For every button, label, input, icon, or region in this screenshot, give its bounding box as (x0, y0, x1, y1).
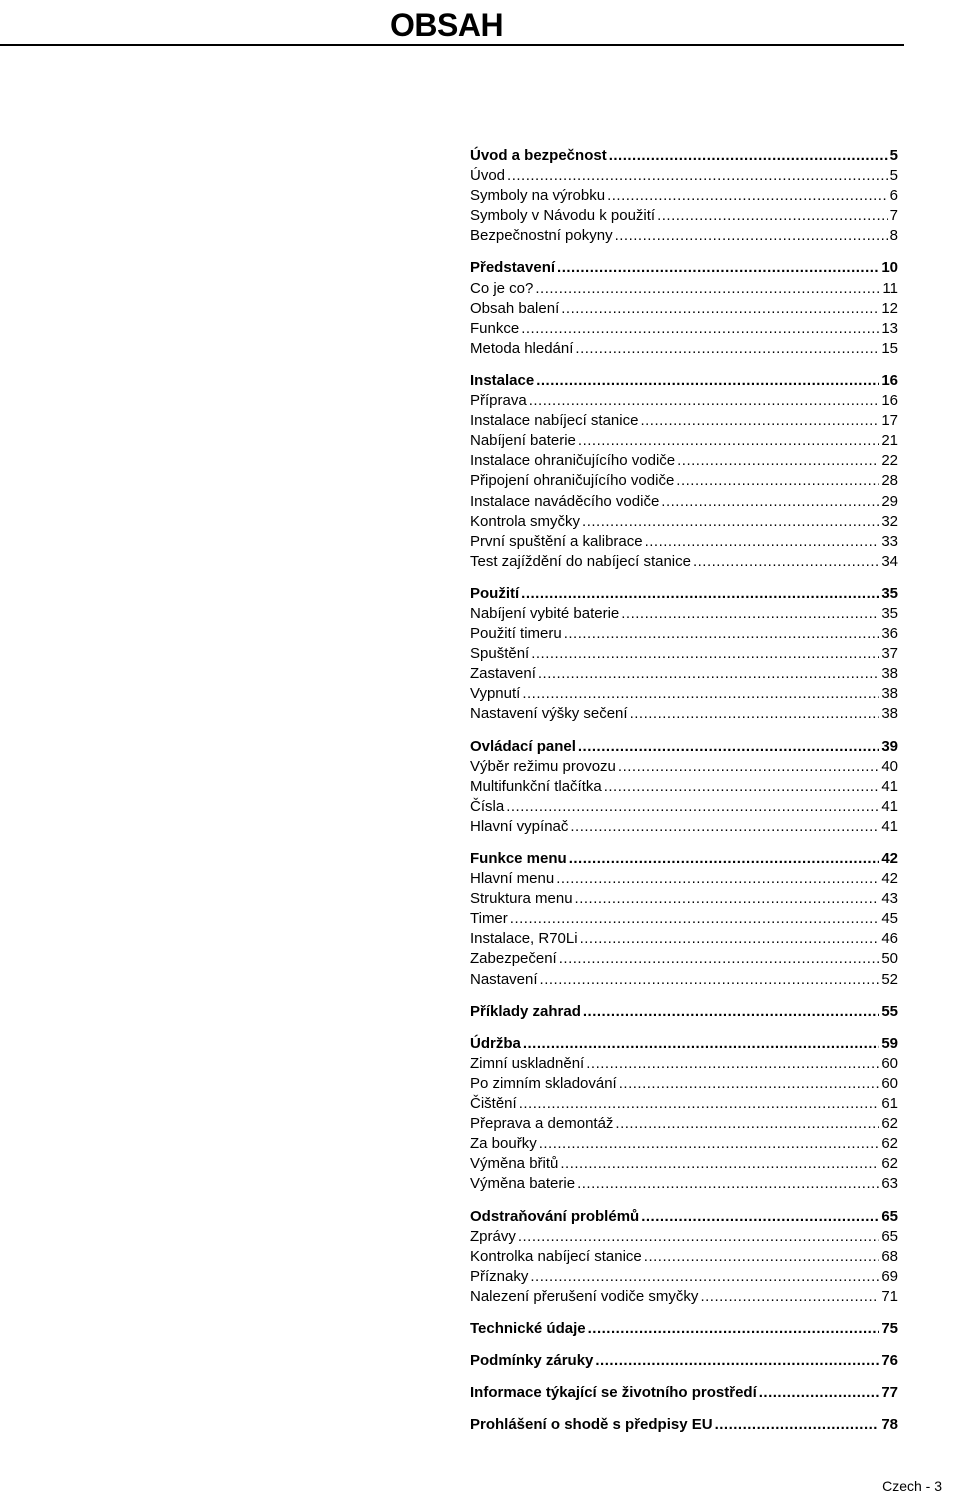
toc-entry[interactable] (470, 299, 898, 319)
toc-entry-page: 69 (881, 1267, 898, 1285)
toc-entry-label: Připojení ohraničujícího vodiče (470, 472, 675, 490)
toc-entry-label: Instalace (470, 371, 535, 389)
toc-entry-page: 40 (881, 757, 898, 775)
toc-entry-label: Úvod a bezpečnost (470, 147, 607, 164)
toc-leader-dots (582, 512, 879, 532)
toc-leader-dots (560, 1154, 879, 1174)
toc-entry-label: Prohlášení o shodě s předpisy EU (470, 1416, 713, 1434)
toc-leader-dots (569, 849, 880, 869)
toc-entry-label: Nabíjení baterie (470, 432, 576, 450)
toc-entry[interactable] (470, 226, 898, 246)
toc-entry[interactable] (470, 777, 898, 797)
toc-entry-page: 38 (881, 665, 898, 683)
toc-entry-label: Test zajíždění do nabíjecí stanice (470, 552, 691, 570)
page-title: OBSAH (390, 7, 504, 43)
toc-leader-dots (536, 371, 879, 391)
toc-entry-label: Vypnutí (470, 685, 521, 703)
toc-entry-label: Instalace nabíjecí stanice (470, 412, 639, 430)
toc-entry[interactable] (470, 970, 898, 990)
toc-entry[interactable] (470, 166, 898, 186)
toc-entry-label: Čištění (470, 1095, 517, 1113)
toc-entry-label: Obsah balení (470, 299, 560, 317)
toc-entry-label: Spuštění (470, 645, 530, 663)
toc-entry-page: 46 (881, 930, 898, 948)
toc-entry-label: Nastavení výšky sečení (470, 705, 628, 723)
toc-entry-page: 13 (881, 319, 898, 337)
toc-section (470, 371, 898, 572)
toc-entry-page: 75 (881, 1319, 898, 1337)
toc-leader-dots (619, 1074, 880, 1094)
toc-leader-dots (557, 258, 879, 278)
toc-leader-dots (531, 644, 879, 664)
toc-leader-dots (522, 684, 879, 704)
toc-entry-page: 62 (881, 1115, 898, 1133)
toc-entry-page: 5 (889, 147, 898, 164)
toc-entry-label: Čísla (470, 797, 505, 815)
toc-entry[interactable] (470, 757, 898, 777)
title-rule (0, 44, 904, 46)
toc-leader-dots (578, 737, 879, 757)
toc-entry-page: 63 (881, 1175, 898, 1193)
toc-leader-dots (564, 624, 880, 644)
toc-entry-label: Funkce (470, 319, 520, 337)
toc-entry-label: Zastavení (470, 665, 536, 683)
toc-entry-label: Bezpečnostní pokyny (470, 227, 613, 245)
toc-entry-page: 33 (881, 532, 898, 550)
toc-entry-page: 8 (889, 227, 898, 245)
toc-chapter-entry[interactable] (470, 737, 898, 757)
toc-entry-label: Nalezení přerušení vodiče smyčky (470, 1287, 699, 1305)
toc-chapter-entry[interactable] (470, 1034, 898, 1054)
toc-leader-dots (506, 797, 879, 817)
toc-entry-page: 65 (881, 1207, 898, 1225)
toc-entry-label: Instalace naváděcího vodiče (470, 492, 660, 510)
toc-leader-dots (575, 339, 879, 359)
toc-leader-dots (661, 492, 879, 512)
toc-entry-label: Příznaky (470, 1267, 529, 1285)
toc-chapter-entry[interactable] (470, 371, 898, 391)
toc-entry-page: 50 (881, 950, 898, 968)
toc-section (470, 1383, 898, 1403)
toc-entry[interactable] (470, 339, 898, 359)
toc-chapter-entry[interactable] (470, 849, 898, 869)
toc-entry[interactable] (470, 411, 898, 431)
toc-leader-dots (577, 1174, 879, 1194)
toc-chapter-entry[interactable] (470, 584, 898, 604)
toc-leader-dots (529, 391, 880, 411)
toc-leader-dots (583, 1002, 879, 1022)
toc-section (470, 584, 898, 725)
toc-entry-label: Příklady zahrad (470, 1002, 581, 1020)
toc-entry[interactable] (470, 1247, 898, 1267)
toc-leader-dots (615, 226, 888, 246)
toc-entry-page: 43 (881, 890, 898, 908)
toc-entry-label: Za bouřky (470, 1135, 537, 1153)
toc-leader-dots (641, 1207, 879, 1227)
toc-entry[interactable] (470, 1287, 898, 1307)
toc-entry-label: Přeprava a demontáž (470, 1115, 614, 1133)
toc-entry-page: 11 (882, 279, 898, 297)
toc-entry-label: Výměna baterie (470, 1175, 576, 1193)
toc-entry[interactable] (470, 644, 898, 664)
toc-entry[interactable] (470, 1074, 898, 1094)
toc-entry-label: Metoda hledání (470, 339, 574, 357)
toc-entry-page: 60 (881, 1074, 898, 1092)
toc-entry-page: 78 (881, 1416, 898, 1434)
toc-leader-dots (640, 411, 879, 431)
toc-entry-page: 22 (881, 452, 898, 470)
toc-leader-dots (586, 1054, 879, 1074)
toc-entry-label: Úvod (470, 167, 506, 185)
toc-leader-dots (693, 552, 879, 572)
toc-entry-label: Symboly v Návodu k použití (470, 207, 656, 225)
toc-entry-label: Informace týkající se životního prostředí (470, 1384, 757, 1402)
toc-entry[interactable] (470, 451, 898, 471)
toc-leader-dots (519, 1094, 880, 1114)
toc-leader-dots (575, 889, 880, 909)
toc-leader-dots (518, 1227, 879, 1247)
toc-entry-label: Multifunkční tlačítka (470, 777, 602, 795)
toc-entry-label: Instalace ohraničujícího vodiče (470, 452, 676, 470)
table-of-contents (470, 146, 898, 1447)
toc-entry-label: Použití timeru (470, 625, 562, 643)
toc-leader-dots (588, 1319, 880, 1339)
toc-entry[interactable] (470, 279, 898, 299)
toc-entry-page: 41 (881, 817, 898, 835)
toc-entry[interactable] (470, 512, 898, 532)
toc-leader-dots (530, 1267, 879, 1287)
toc-entry-label: Nabíjení vybité baterie (470, 604, 620, 622)
toc-entry-label: Nastavení (470, 970, 538, 988)
toc-entry[interactable] (470, 869, 898, 889)
toc-entry-page: 32 (881, 512, 898, 530)
toc-entry[interactable] (470, 624, 898, 644)
toc-entry-page: 7 (889, 207, 898, 225)
toc-entry-label: Hlavní vypínač (470, 817, 569, 835)
toc-leader-dots (521, 319, 879, 339)
toc-entry-label: Timer (470, 910, 508, 928)
toc-entry[interactable] (470, 949, 898, 969)
toc-leader-dots (609, 146, 888, 166)
toc-entry-page: 65 (881, 1227, 898, 1245)
toc-entry-label: Symboly na výrobku (470, 187, 606, 205)
toc-entry[interactable] (470, 1134, 898, 1154)
toc-section (470, 1207, 898, 1307)
toc-entry-page: 16 (881, 371, 898, 389)
toc-entry[interactable] (470, 1114, 898, 1134)
toc-entry-label: Odstraňování problémů (470, 1207, 640, 1225)
toc-entry-label: Výměna břitů (470, 1155, 559, 1173)
toc-entry[interactable] (470, 1154, 898, 1174)
toc-entry-label: Technické údaje (470, 1319, 586, 1337)
toc-entry[interactable] (470, 1094, 898, 1114)
toc-section (470, 146, 898, 246)
toc-entry-label: Po zimním skladování (470, 1074, 617, 1092)
toc-leader-dots (645, 532, 880, 552)
toc-leader-dots (676, 471, 879, 491)
toc-entry-page: 16 (881, 392, 898, 410)
toc-entry-page: 6 (889, 187, 898, 205)
toc-chapter-entry[interactable] (470, 1207, 898, 1227)
toc-entry-label: Výběr režimu provozu (470, 757, 616, 775)
toc-section (470, 737, 898, 837)
toc-entry-label: Ovládací panel (470, 737, 576, 755)
toc-section (470, 849, 898, 990)
toc-entry-page: 61 (881, 1095, 898, 1113)
toc-entry[interactable] (470, 471, 898, 491)
toc-entry-label: Údržba (470, 1034, 521, 1052)
toc-entry-page: 35 (881, 604, 898, 622)
toc-leader-dots (657, 206, 888, 226)
toc-entry-page: 38 (881, 685, 898, 703)
toc-entry-label: Zimní uskladnění (470, 1054, 585, 1072)
toc-section (470, 1002, 898, 1022)
toc-entry-label: Hlavní menu (470, 870, 555, 888)
toc-chapter-entry[interactable] (470, 1002, 898, 1022)
toc-entry-page: 55 (881, 1002, 898, 1020)
toc-entry-page: 38 (881, 705, 898, 723)
toc-entry[interactable] (470, 186, 898, 206)
toc-entry[interactable] (470, 1227, 898, 1247)
toc-leader-dots (607, 186, 888, 206)
toc-entry-label: Kontrolka nabíjecí stanice (470, 1247, 642, 1265)
toc-entry-label: Představení (470, 259, 556, 277)
toc-entry-page: 37 (881, 645, 898, 663)
toc-leader-dots (715, 1415, 880, 1435)
toc-leader-dots (561, 299, 879, 319)
toc-entry-page: 42 (881, 850, 898, 867)
toc-chapter-entry[interactable] (470, 1319, 898, 1339)
toc-entry-page: 71 (881, 1287, 898, 1305)
toc-leader-dots (540, 970, 880, 990)
toc-section (470, 258, 898, 358)
toc-entry-page: 21 (881, 432, 898, 450)
toc-leader-dots (580, 929, 880, 949)
toc-leader-dots (559, 949, 880, 969)
toc-leader-dots (630, 704, 880, 724)
toc-entry[interactable] (470, 206, 898, 226)
toc-leader-dots (507, 166, 888, 186)
toc-entry-page: 41 (881, 777, 898, 795)
toc-leader-dots (521, 584, 879, 604)
toc-section (470, 1319, 898, 1339)
toc-leader-dots (618, 757, 879, 777)
toc-entry-label: Instalace, R70Li (470, 930, 578, 948)
toc-entry[interactable] (470, 319, 898, 339)
toc-leader-dots (700, 1287, 879, 1307)
toc-section (470, 1351, 898, 1371)
toc-entry[interactable] (470, 1054, 898, 1074)
toc-entry[interactable] (470, 817, 898, 837)
toc-leader-dots (538, 664, 879, 684)
toc-entry[interactable] (470, 664, 898, 684)
toc-chapter-entry[interactable] (470, 1415, 898, 1435)
toc-entry-label: Zprávy (470, 1227, 516, 1245)
toc-entry[interactable] (470, 909, 898, 929)
toc-chapter-entry[interactable] (470, 258, 898, 278)
toc-entry-page: 34 (881, 552, 898, 570)
toc-entry[interactable] (470, 1267, 898, 1287)
toc-entry-label: Použití (470, 584, 520, 602)
toc-leader-dots (570, 817, 879, 837)
toc-entry-label: Podmínky záruky (470, 1352, 594, 1370)
toc-entry[interactable] (470, 929, 898, 949)
toc-leader-dots (604, 777, 880, 797)
toc-entry-page: 59 (881, 1034, 898, 1052)
toc-entry-page: 68 (881, 1247, 898, 1265)
toc-entry-page: 62 (881, 1135, 898, 1153)
toc-entry-label: Zabezpečení (470, 950, 557, 968)
toc-entry[interactable] (470, 391, 898, 411)
toc-entry[interactable] (470, 704, 898, 724)
toc-leader-dots (535, 279, 880, 299)
toc-leader-dots (677, 451, 879, 471)
toc-chapter-entry[interactable] (470, 1351, 898, 1371)
toc-entry-page: 29 (881, 492, 898, 510)
toc-entry-page: 28 (881, 472, 898, 490)
toc-entry[interactable] (470, 431, 898, 451)
toc-chapter-entry[interactable] (470, 1383, 898, 1403)
toc-entry[interactable] (470, 889, 898, 909)
toc-entry[interactable] (470, 492, 898, 512)
toc-entry-page: 45 (881, 910, 898, 928)
toc-entry[interactable] (470, 552, 898, 572)
toc-section (470, 1415, 898, 1435)
toc-entry-page: 10 (881, 259, 898, 277)
toc-entry-page: 76 (881, 1352, 898, 1370)
toc-entry-page: 42 (881, 870, 898, 888)
toc-leader-dots (621, 604, 879, 624)
toc-entry-page: 52 (881, 970, 898, 988)
toc-entry-label: Funkce menu (470, 850, 567, 867)
toc-entry[interactable] (470, 532, 898, 552)
toc-entry-page: 12 (881, 299, 898, 317)
toc-entry[interactable] (470, 797, 898, 817)
toc-entry-page: 60 (881, 1054, 898, 1072)
toc-entry-label: První spuštění a kalibrace (470, 532, 643, 550)
toc-entry-page: 41 (881, 797, 898, 815)
toc-entry-page: 5 (889, 167, 898, 185)
toc-entry-page: 77 (881, 1384, 898, 1402)
toc-leader-dots (556, 869, 879, 889)
toc-entry[interactable] (470, 1174, 898, 1194)
toc-entry-page: 35 (881, 584, 898, 602)
toc-chapter-entry[interactable] (470, 146, 898, 166)
toc-leader-dots (615, 1114, 879, 1134)
toc-entry-label: Příprava (470, 392, 527, 410)
toc-entry-label: Struktura menu (470, 890, 573, 908)
toc-entry-page: 62 (881, 1155, 898, 1173)
toc-leader-dots (510, 909, 880, 929)
toc-entry-page: 39 (881, 737, 898, 755)
toc-leader-dots (595, 1351, 879, 1371)
toc-entry[interactable] (470, 604, 898, 624)
toc-entry-label: Kontrola smyčky (470, 512, 581, 530)
toc-entry-page: 15 (881, 339, 898, 357)
toc-entry-page: 17 (881, 412, 898, 430)
toc-entry-page: 36 (881, 625, 898, 643)
toc-leader-dots (644, 1247, 880, 1267)
toc-leader-dots (759, 1383, 880, 1403)
toc-entry-label: Co je co? (470, 279, 534, 297)
toc-entry[interactable] (470, 684, 898, 704)
page-footer: Czech - 3 (882, 1478, 942, 1494)
toc-leader-dots (523, 1034, 879, 1054)
toc-leader-dots (578, 431, 879, 451)
toc-leader-dots (539, 1134, 880, 1154)
toc-section (470, 1034, 898, 1195)
